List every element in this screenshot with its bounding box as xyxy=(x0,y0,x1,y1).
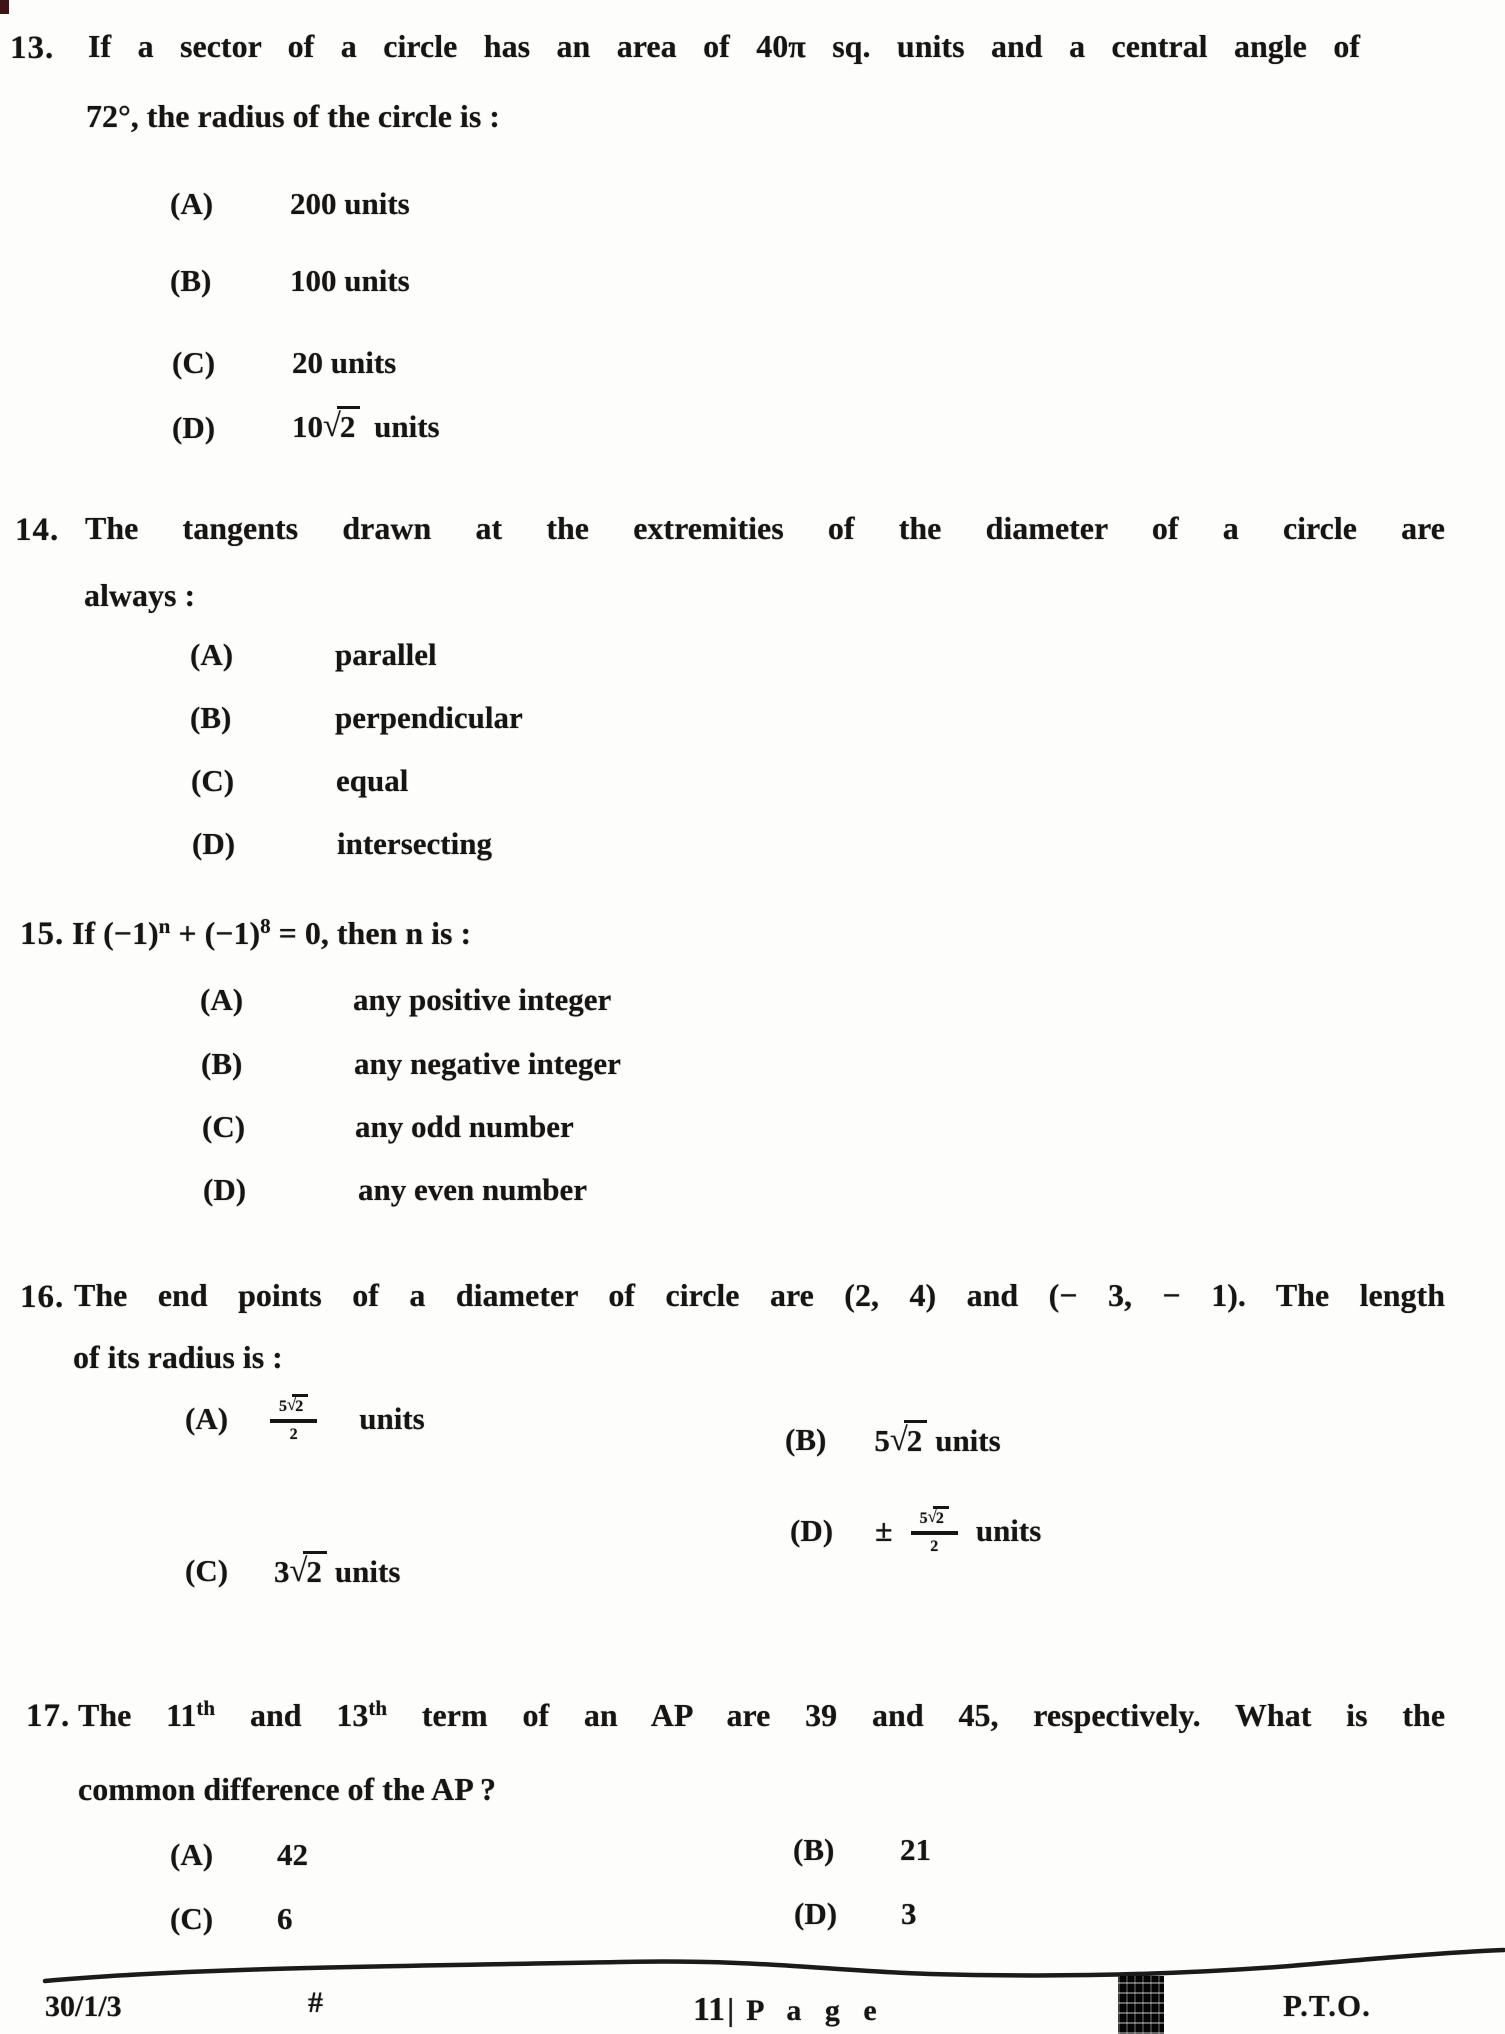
stem-text: term of an AP are 39 and 45, respectively. What is the xyxy=(387,1697,1446,1733)
option-a-text: 42 xyxy=(277,1837,308,1872)
radical-sign: √ xyxy=(927,1507,937,1526)
option-a-label: (A) xyxy=(190,637,234,672)
fraction xyxy=(911,1506,958,1556)
option-a xyxy=(185,1394,425,1444)
option-b-text: 21 xyxy=(900,1832,931,1867)
option-c-text: equal xyxy=(336,763,409,798)
fraction-numerator xyxy=(270,1394,317,1423)
question-number: 16. xyxy=(20,1279,65,1315)
radical-sign: √ xyxy=(289,1553,308,1589)
option-d-label: (D) xyxy=(192,826,236,861)
fraction-denominator: 2 xyxy=(930,1537,939,1555)
question-text-line: common difference of the AP ? xyxy=(78,1771,496,1807)
option-d-label: (D) xyxy=(172,410,216,445)
option-b xyxy=(785,1420,1001,1460)
coefficient: 5 xyxy=(279,1398,288,1415)
question-text-line: of its radius is : xyxy=(73,1339,283,1375)
option-a-text: parallel xyxy=(335,637,437,672)
radicand: 2 xyxy=(933,1506,949,1528)
unit-word: units xyxy=(374,409,440,444)
option-d-label: (D) xyxy=(794,1896,838,1931)
question-text-line xyxy=(72,914,471,952)
radicand: 2 xyxy=(303,1551,327,1589)
option-b-text: perpendicular xyxy=(335,700,523,735)
pipe-separator: | xyxy=(727,1991,735,2027)
option-c-text: 20 units xyxy=(292,345,397,380)
question-number: 13. xyxy=(10,30,55,66)
stem-text: + (−1) xyxy=(170,915,261,951)
option-b-label: (B) xyxy=(170,263,212,298)
ordinal-suffix: th xyxy=(368,1696,388,1720)
option-b-text: 100 units xyxy=(290,263,410,298)
option-a-label: (A) xyxy=(185,1400,229,1436)
option-b-label: (B) xyxy=(785,1422,827,1457)
paper-code: 30/1/3 xyxy=(45,1990,122,2023)
fraction xyxy=(270,1394,317,1444)
page-word: P a g e xyxy=(746,1994,885,2027)
option-d-label: (D) xyxy=(203,1172,247,1207)
option-d-text: any even number xyxy=(358,1172,588,1207)
coefficient: 10 xyxy=(292,409,323,444)
option-a-text: any positive integer xyxy=(353,982,612,1017)
option-d xyxy=(790,1506,1041,1556)
option-b-text: any negative integer xyxy=(354,1046,621,1081)
hash-mark: # xyxy=(308,1986,323,2019)
ordinal-suffix: th xyxy=(196,1696,216,1720)
option-a-label: (A) xyxy=(170,1837,214,1872)
option-b-label: (B) xyxy=(201,1046,243,1081)
option-d-text xyxy=(292,406,440,446)
option-b-label: (B) xyxy=(190,700,232,735)
unit-word: units xyxy=(975,1512,1042,1548)
square-root xyxy=(290,1554,327,1589)
option-b-text xyxy=(874,1420,1000,1460)
option-c-text: any odd number xyxy=(355,1109,574,1144)
fraction-numerator xyxy=(911,1506,958,1535)
option-d-text: intersecting xyxy=(337,826,492,861)
exponent: 8 xyxy=(260,914,271,938)
option-c-label: (C) xyxy=(172,345,216,380)
option-a-label: (A) xyxy=(200,982,244,1017)
unit-word: units xyxy=(334,1554,401,1589)
option-d-text: 3 xyxy=(901,1896,917,1931)
option-b-label: (B) xyxy=(793,1832,835,1867)
print-registration-mark xyxy=(1118,1976,1164,2034)
question-text-line xyxy=(78,1696,1445,1734)
stem-text: = 0, then n is : xyxy=(270,915,472,951)
option-a-label: (A) xyxy=(170,186,214,221)
radical-sign: √ xyxy=(323,408,341,444)
radicand: 2 xyxy=(337,406,361,444)
fraction-denominator: 2 xyxy=(289,1425,298,1443)
footer-separator-line xyxy=(0,1925,1505,1995)
page-indicator xyxy=(693,1991,885,2029)
unit-word: units xyxy=(359,1400,425,1436)
question-text-line: The tangents drawn at the extremities of the diameter of a circle are xyxy=(85,510,1445,546)
question-text-line: If a sector of a circle has an area of 40π sq. units and a central angle of xyxy=(88,28,1360,64)
option-c xyxy=(185,1551,400,1591)
option-c-label: (C) xyxy=(191,763,235,798)
page-number: 11 xyxy=(693,1991,726,2028)
pto-label: P.T.O. xyxy=(1283,1988,1371,2023)
coefficient: 5 xyxy=(919,1510,928,1527)
question-text-line: always : xyxy=(84,577,196,613)
coefficient: 5 xyxy=(874,1423,890,1458)
option-c-label: (C) xyxy=(185,1553,229,1588)
option-c-label: (C) xyxy=(202,1109,246,1144)
radical-sign: √ xyxy=(287,1395,297,1414)
question-text-line: 72°, the radius of the circle is : xyxy=(86,98,500,134)
stem-text: The 11 xyxy=(78,1697,197,1733)
option-c-label: (C) xyxy=(170,1901,214,1936)
square-root xyxy=(927,1507,949,1527)
question-number: 15. xyxy=(20,916,65,952)
question-text-line: The end points of a diameter of circle are (2, 4) and (− 3, − 1). The length xyxy=(74,1277,1445,1313)
radical-sign: √ xyxy=(889,1422,908,1458)
unit-word: units xyxy=(935,1423,1001,1458)
question-number: 17. xyxy=(26,1698,71,1734)
plus-minus-sign: ± xyxy=(875,1512,893,1549)
radicand: 2 xyxy=(904,1420,928,1458)
option-a-text: 200 units xyxy=(290,186,410,221)
exponent: n xyxy=(158,914,171,938)
square-root xyxy=(323,409,360,444)
stem-text: and 13 xyxy=(215,1697,369,1733)
option-c-text: 6 xyxy=(277,1901,293,1936)
stem-text: If (−1) xyxy=(72,915,159,951)
coefficient: 3 xyxy=(274,1554,290,1589)
radicand: 2 xyxy=(292,1394,308,1416)
option-c-text xyxy=(274,1551,400,1591)
option-d-label: (D) xyxy=(790,1512,834,1548)
question-number: 14. xyxy=(15,512,60,548)
square-root xyxy=(890,1423,927,1458)
scan-corner-artifact xyxy=(0,0,9,14)
square-root xyxy=(287,1395,308,1415)
